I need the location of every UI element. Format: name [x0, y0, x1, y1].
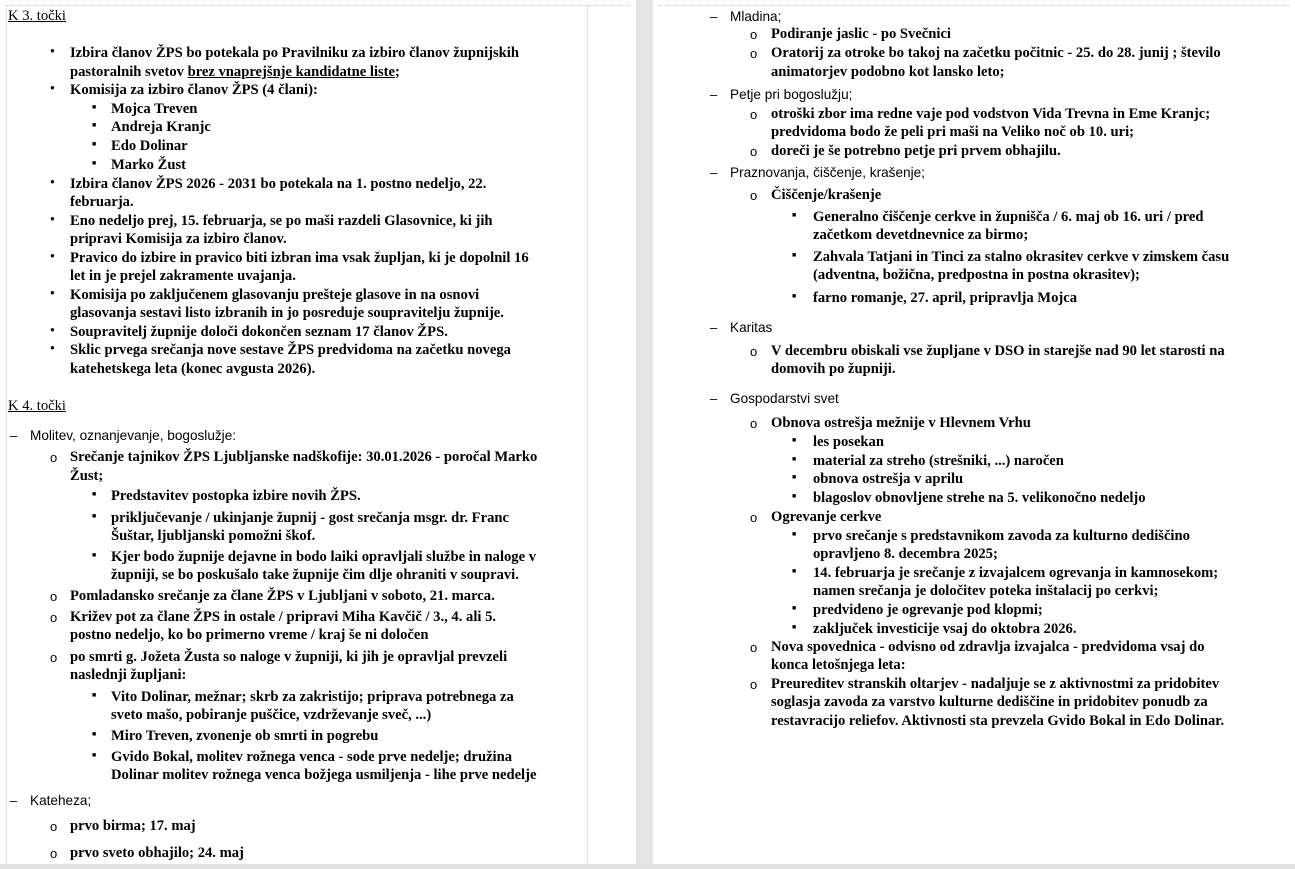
square-bullet-icon [92, 727, 96, 746]
dash-bullet-icon [710, 86, 717, 105]
square-bullet-icon [92, 688, 96, 707]
list-item: Križev pot za člane ŽPS in ostale / pripravi Miha Kavčič / 3., 4. ali 5. [70, 609, 497, 625]
underlined-text: brez vnaprejšnje kandidatne liste [187, 64, 396, 80]
list-item: blagoslov obnovljene strehe na 5. velikonočno nedeljo [813, 490, 1146, 506]
list-item [70, 63, 400, 81]
circle-bullet-icon [50, 449, 57, 468]
square-bullet-icon [92, 487, 96, 506]
section-title: Praznovanja, čiščenje, krašenje; [730, 165, 925, 180]
circle-bullet-icon [750, 639, 757, 658]
list-item: Čiščenje/krašenje [771, 187, 882, 203]
list-item: (adventna, božična, predpostna in postna okrasitev); [813, 267, 1140, 283]
list-item: februarja. [70, 194, 134, 210]
circle-bullet-icon [750, 676, 757, 695]
margin-guide [6, 5, 7, 869]
bullet-icon [50, 323, 55, 342]
list-item: Vito Dolinar, mežnar; skrb za zakristijo; priprava potrebnega za [111, 689, 514, 705]
square-bullet-icon [792, 452, 796, 471]
square-bullet-icon [792, 248, 796, 267]
list-item: Ogrevanje cerkve [771, 509, 882, 525]
dash-bullet-icon [10, 792, 17, 811]
list-item: po smrti g. Jožeta Žusta so naloge v župniji, ki jih je opravljal prevzeli [70, 649, 508, 665]
member-item: Mojca Treven [111, 101, 198, 117]
section-title: Karitas [730, 320, 773, 335]
member-item: Marko Žust [111, 157, 186, 173]
margin-guide [587, 5, 588, 869]
list-item-text: ; [395, 64, 400, 80]
circle-bullet-icon [750, 106, 757, 125]
list-item: restavracijo reliefov. Aktivnosti sta prevzela Gvido Bokal in Edo Dolinar. [771, 713, 1225, 729]
margin-guide [659, 5, 1289, 6]
list-item: material za streho (strešniki, ...) naročen [813, 453, 1064, 469]
list-item: let in je prejel zakramente uvajanja. [70, 268, 296, 284]
list-item: 14. februarja je srečanje z izvajalcem ogrevanja in kamnosekom; [813, 565, 1219, 581]
square-bullet-icon [792, 208, 796, 227]
circle-bullet-icon [50, 609, 57, 628]
margin-guide [6, 5, 630, 6]
circle-bullet-icon [50, 845, 57, 864]
list-item: Podiranje jaslic - po Svečnici [771, 26, 951, 42]
bullet-icon [50, 249, 55, 268]
list-item: domovih po župniji. [771, 361, 896, 377]
section-title: Gospodarstvi svet [730, 391, 839, 406]
circle-bullet-icon [750, 187, 757, 206]
list-item-text: pastoralnih svetov [70, 64, 188, 80]
list-item: Preureditev stranskih oltarjev - nadaljuje se z aktivnostmi za pridobitev [771, 676, 1220, 692]
list-item: predvidoma bodo že peli pri maši na Veliko noč ob 10. uri; [771, 124, 1134, 140]
list-item: Dolinar molitev rožnega venca božjega usmiljenja - lihe prve nedelje [111, 767, 537, 783]
list-item: doreči je še potrebno petje pri prvem obhajilu. [771, 143, 1061, 159]
list-item: soglasja zavoda za varstvo kulturne dediščine in pridobitev ponudb za [771, 694, 1208, 710]
dash-bullet-icon [710, 319, 717, 338]
square-bullet-icon [792, 620, 796, 639]
list-item: les posekan [813, 434, 884, 450]
horizontal-scrollbar[interactable] [0, 864, 1295, 869]
list-item: Srečanje tajnikov ŽPS Ljubljanske nadškofije: 30.01.2026 - poročal Marko [70, 449, 538, 465]
bullet-icon [50, 341, 55, 360]
square-bullet-icon [792, 470, 796, 489]
list-item: postno nedeljo, ko bo primerno vreme / kraj še ni določen [70, 627, 429, 643]
circle-bullet-icon [750, 509, 757, 528]
document-page-right [653, 0, 1295, 869]
list-item: Šuštar, ljubljanski pomožni škof. [111, 528, 316, 544]
section-title: Molitev, oznanjevanje, bogoslužje: [30, 428, 237, 443]
list-item: Kjer bodo župnije dejavne in bodo laiki opravljali službe in naloge v [111, 549, 537, 565]
list-item: farno romanje, 27. april, pripravlja Mojca [813, 290, 1077, 306]
circle-bullet-icon [750, 143, 757, 162]
list-item: Generalno čiščenje cerkve in župnišča / 6. maj ob 16. uri / pred [813, 209, 1204, 225]
square-bullet-icon [792, 527, 796, 546]
section-title: Mladina; [730, 9, 782, 24]
list-item: predvideno je ogrevanje pod klopmi; [813, 602, 1043, 618]
list-item: Zahvala Tatjani in Tinci za stalno okrasitev cerkve v zimskem času [813, 249, 1230, 265]
list-item: namen srečanja je določitev poteka inštalacij po cerkvi; [813, 583, 1159, 599]
circle-bullet-icon [50, 818, 57, 837]
square-bullet-icon [92, 509, 96, 528]
square-bullet-icon [792, 601, 796, 620]
square-bullet-icon [92, 748, 96, 767]
bullet-icon [50, 81, 55, 100]
document-page-left [0, 0, 636, 869]
square-bullet-icon [92, 156, 96, 175]
bullet-icon [50, 175, 55, 194]
page-gap [636, 0, 653, 869]
k4-heading: K 4. točki [8, 398, 66, 414]
bullet-icon [50, 212, 55, 231]
list-item: Obnova ostrešja mežnije v Hlevnem Vrhu [771, 415, 1031, 431]
bullet-icon [50, 44, 55, 63]
list-item: Sklic prvega srečanja nove sestave ŽPS predvidoma na začetku novega [70, 342, 511, 358]
list-item: Soupravitelj župnije določi dokončen seznam 17 članov ŽPS. [70, 324, 448, 340]
list-item: Žust; [70, 468, 104, 484]
square-bullet-icon [792, 489, 796, 508]
square-bullet-icon [792, 289, 796, 308]
list-item: konca letošnjega leta: [771, 657, 906, 673]
circle-bullet-icon [750, 45, 757, 64]
list-item: Gvido Bokal, molitev rožnega venca - sode prve nedelje; družina [111, 749, 513, 765]
member-item: Edo Dolinar [111, 138, 188, 154]
list-item: Komisija za izbiro članov ŽPS (4 člani): [70, 82, 318, 98]
list-item: Izbira članov ŽPS 2026 - 2031 bo potekala na 1. postno nedeljo, 22. [70, 176, 487, 192]
list-item: prvo sveto obhajilo; 24. maj [70, 845, 244, 861]
circle-bullet-icon [750, 26, 757, 45]
list-item: Izbira članov ŽPS bo potekala po Pravilniku za izbiro članov župnijskih [70, 45, 519, 61]
list-item: naslednji župljani: [70, 667, 187, 683]
list-item: katehetskega leta (konec avgusta 2026). [70, 361, 316, 377]
list-item: V decembru obiskali vse župljane v DSO in starejše nad 90 let starosti na [771, 343, 1225, 359]
list-item: priključevanje / ukinjanje župnij - gost srečanja msgr. dr. Franc [111, 510, 509, 526]
k3-heading: K 3. točki [8, 8, 66, 24]
dash-bullet-icon [10, 427, 17, 446]
list-item: Pravico do izbire in pravico biti izbran ima vsak župljan, ki je dopolnil 16 [70, 250, 529, 266]
list-item: župniji, se bo poskušalo take župnije čim dlje ohraniti v soupravi. [111, 567, 519, 583]
list-item: začetkom devetdnevnice za birmo; [813, 227, 1029, 243]
list-item: Nova spovednica - odvisno od zdravlja izvajalca - predvidoma vsaj do [771, 639, 1205, 655]
list-item: opravljeno 8. decembra 2025; [813, 546, 998, 562]
section-title: Petje pri bogoslužju; [730, 87, 853, 102]
circle-bullet-icon [750, 415, 757, 434]
dash-bullet-icon [710, 164, 717, 183]
list-item: zaključek investicije vsaj do oktobra 2026. [813, 621, 1077, 637]
list-item: animatorjev podobno kot lansko leto; [771, 64, 1005, 80]
list-item: Predstavitev postopka izbire novih ŽPS. [111, 488, 361, 504]
list-item: Oratorij za otroke bo takoj na začetku počitnic - 25. do 28. junij ; število [771, 45, 1221, 61]
square-bullet-icon [92, 100, 96, 119]
square-bullet-icon [92, 137, 96, 156]
list-item: sveto mašo, pobiranje puščice, vzdrževanje sveč, ...) [111, 707, 432, 723]
square-bullet-icon [92, 118, 96, 137]
list-item: Pomladansko srečanje za člane ŽPS v Ljubljani v soboto, 21. marca. [70, 588, 495, 604]
list-item: prvo birma; 17. maj [70, 818, 196, 834]
bullet-icon [50, 286, 55, 305]
list-item: obnova ostrešja v aprilu [813, 471, 964, 487]
list-item: otroški zbor ima redne vaje pod vodstvon Vida Trevna in Eme Kranjc; [771, 106, 1211, 122]
section-title: Kateheza; [30, 793, 92, 808]
square-bullet-icon [792, 564, 796, 583]
circle-bullet-icon [50, 649, 57, 668]
dash-bullet-icon [710, 8, 717, 27]
list-item: Komisija po zaključenem glasovanju prešteje glasove in na osnovi [70, 287, 480, 303]
list-item: prvo srečanje s predstavnikom zavoda za kulturno dediščino [813, 528, 1190, 544]
list-item: glasovanja sestavi listo izbranih in jo posreduje soupravitelju župnije. [70, 305, 504, 321]
list-item: pripravi Komisija za izbiro članov. [70, 231, 287, 247]
list-item: Eno nedeljo prej, 15. februarja, se po maši razdeli Glasovnice, ki jih [70, 213, 493, 229]
dash-bullet-icon [710, 390, 717, 409]
square-bullet-icon [792, 433, 796, 452]
list-item: Miro Treven, zvonenje ob smrti in pogrebu [111, 728, 379, 744]
circle-bullet-icon [750, 343, 757, 362]
member-item: Andreja Kranjc [111, 119, 211, 135]
square-bullet-icon [92, 548, 96, 567]
circle-bullet-icon [50, 588, 57, 607]
